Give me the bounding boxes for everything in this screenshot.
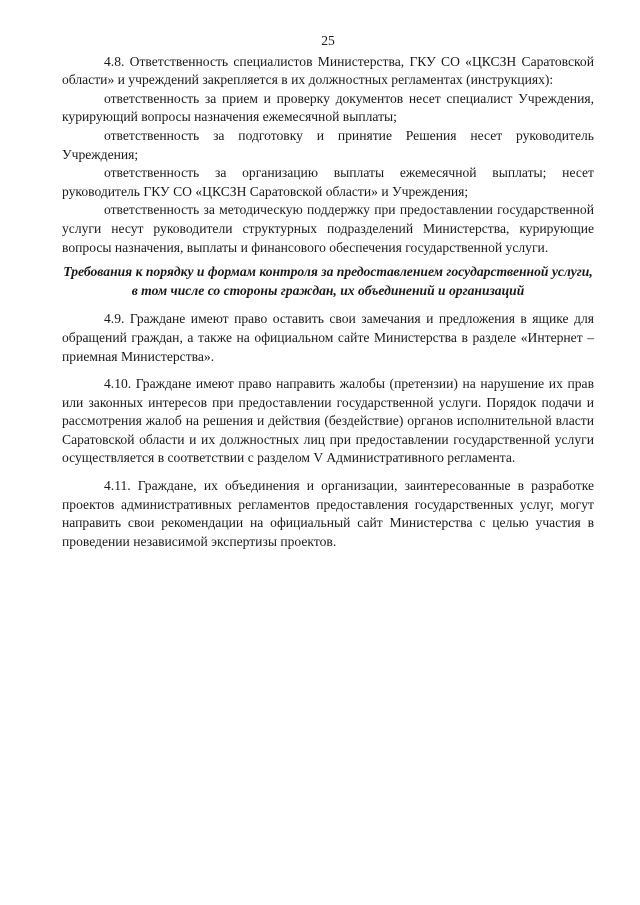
paragraph-4-10: 4.10. Граждане имеют право направить жалобы (претензии) на нарушение их прав или законных интересов при предоставлении государственной услуги. Порядок подачи и расcмотрения жалоб на решения и действия (бездействие) органов исполнительной власти Саратовской области и их должностных лиц при предоставлении государственной услуги осуществляется в соответствии с разделом V Административного регламента. <box>62 376 594 466</box>
page-number: 25 <box>321 33 335 48</box>
paragraph-4-11: 4.11. Граждане, их объединения и организации, заинтересованные в разработке проектов административных регламентов предоставления государственных услуг, могут направить свои рекомендации на официальный сайт Министерства с целью участия в проведении независимой экспертизы проектов. <box>62 478 594 549</box>
paragraph-responsibility-payment: ответственность за организацию выплаты ежемесячной выплаты; несет руководитель ГКУ СО «ЦКСЗН Саратовской области» и Учреждения; <box>62 165 594 199</box>
paragraph-responsibility-decision: ответственность за подготовку и принятие Решения несет руководитель Учреждения; <box>62 127 594 162</box>
document-page <box>62 32 594 551</box>
paragraph-4-9: 4.9. Граждане имеют право оставить свои замечания и предложения в ящике для обращений граждан, а также на официальном сайте Министерства в разделе «Интернет – приемная Министерства». <box>62 311 594 364</box>
paragraph-4-8: 4.8. Ответственность специалистов Министерства, ГКУ СО «ЦКСЗН Саратовской области» и учреждений закрепляется в их должностных регламентах (инструкциях): <box>62 53 594 88</box>
paragraph-responsibility-documents: ответственность за прием и проверку документов несет специалист Учреждения, курирующий вопросы назначения ежемесячной выплаты; <box>62 90 594 125</box>
paragraph-responsibility-methodical: ответственность за методическую поддержку при предоставлении государственной услуги несут руководители структурных подразделений Министерства, курирующие вопросы назначения, выплаты и финансового обеспечения государственной услуги. <box>62 202 594 255</box>
section-heading: Требования к порядку и формам контроля за предоставлением государственной услуги, в том числе со стороны граждан, их объединений и организаций <box>63 264 593 298</box>
